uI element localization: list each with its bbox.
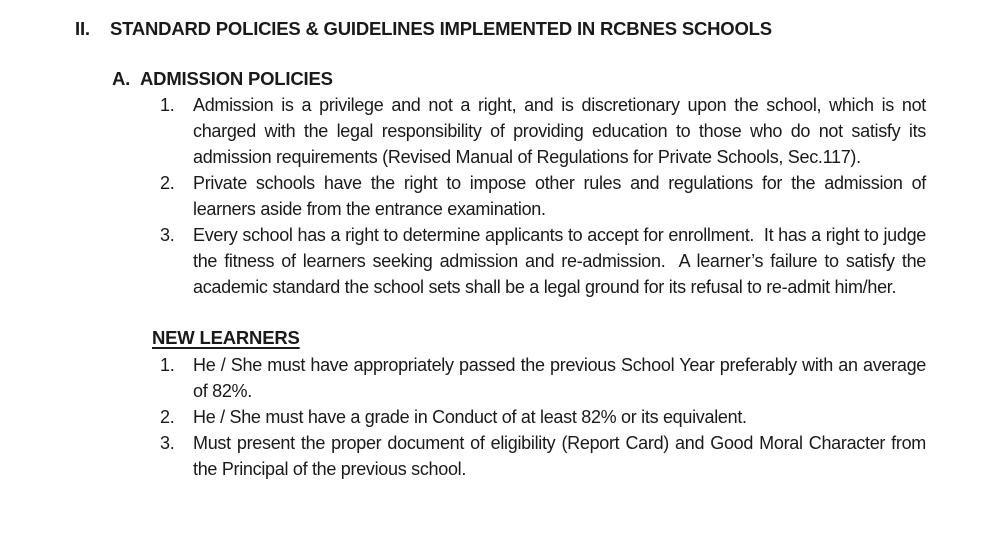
list-item <box>160 170 931 222</box>
list-item-number: 3. <box>160 433 175 453</box>
section-title: STANDARD POLICIES & GUIDELINES IMPLEMENTED IN RCBNES SCHOOLS <box>110 18 772 39</box>
list-item <box>160 352 931 404</box>
list-item-text: He / She must have appropriately passed the previous School Year preferably with an average of 82%. <box>193 355 931 401</box>
list-item <box>160 430 931 482</box>
list-item-text: Every school has a right to determine applicants to accept for enrollment. It has a right to judge the fitness of learners seeking admission and re-admission. A learner’s failure to satisfy the academic standard the school sets shall be a legal ground for its refusal to re-admit him/her. <box>193 225 931 297</box>
admission-policies-list <box>160 92 931 300</box>
list-item-text: He / She must have a grade in Conduct of at least 82% or its equivalent. <box>193 407 747 427</box>
new-learners-heading: NEW LEARNERS <box>152 327 300 348</box>
section-number: II. <box>75 18 90 39</box>
section-header <box>75 15 1000 42</box>
list-item-number: 2. <box>160 173 175 193</box>
list-item-number: 1. <box>160 355 175 375</box>
list-item-text: Private schools have the right to impose other rules and regulations for the admission of learners aside from the entrance examination. <box>193 173 931 219</box>
list-item-number: 2. <box>160 407 175 427</box>
subsection-label: A. <box>112 68 131 89</box>
subsection-title: ADMISSION POLICIES <box>140 68 333 89</box>
list-item <box>160 92 931 170</box>
list-item <box>160 404 926 430</box>
list-item-text: Admission is a privilege and not a right, and is discretionary upon the school, which is not charged with the legal responsibility of providing education to those who do not satisfy its admission requirements (Revised Manual of Regulations for Private Schools, Sec.117). <box>193 95 931 167</box>
list-item-number: 1. <box>160 95 175 115</box>
list-item <box>160 222 931 300</box>
list-item-number: 3. <box>160 225 175 245</box>
subsection-header-admission <box>112 65 1000 92</box>
new-learners-list <box>160 352 931 482</box>
list-item-text: Must present the proper document of eligibility (Report Card) and Good Moral Character from the Principal of the previous school. <box>193 433 931 479</box>
